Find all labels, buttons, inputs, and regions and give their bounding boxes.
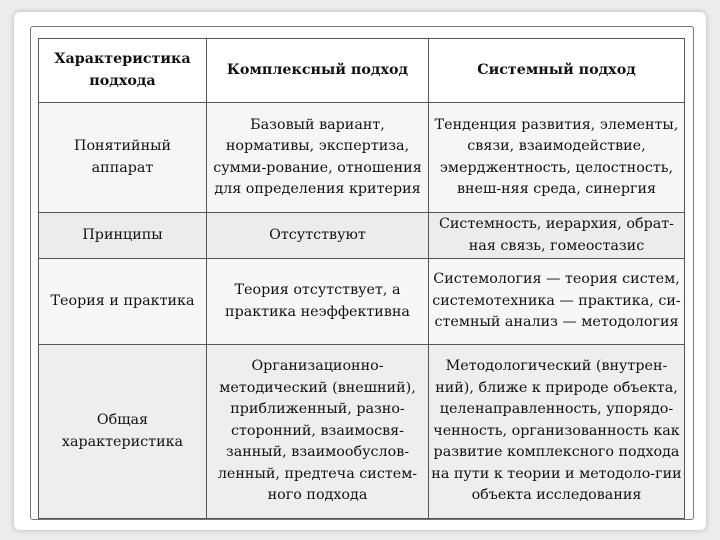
table-row-theory-practice xyxy=(39,259,685,345)
comparison-table xyxy=(38,38,685,519)
header-characteristic: Характеристика подхода xyxy=(39,39,207,103)
table-row-principles xyxy=(39,213,685,259)
row-label-principles: Принципы xyxy=(39,213,207,259)
row-label-theory-practice: Теория и практика xyxy=(39,259,207,345)
table-row-general xyxy=(39,345,685,519)
header-system-approach: Системный подход xyxy=(429,39,685,103)
cell-system-theory-practice: Системология — теория систем, системотехника — практика, си-стемный анализ — методология xyxy=(429,259,685,345)
cell-complex-principles: Отсутствуют xyxy=(207,213,429,259)
cell-system-general: Методологический (внутрен-ний), ближе к природе объекта, целенаправленность, упорядо-ченность, организованность как развитие комплексного подхода на пути к теории и методоло-гии объекта исследования xyxy=(429,345,685,519)
cell-system-concepts: Тенденция развития, элементы, связи, взаимодействие, эмерджентность, целостность, внеш-няя среда, синергия xyxy=(429,103,685,213)
row-label-concepts: Понятийный аппарат xyxy=(39,103,207,213)
table-header-row xyxy=(39,39,685,103)
cell-complex-general: Организационно-методический (внешний), приближенный, разно-сторонний, взаимосвя-занный, взаимообуслов-ленный, предтеча систем-ного подхода xyxy=(207,345,429,519)
row-label-general: Общая характеристика xyxy=(39,345,207,519)
cell-complex-theory-practice: Теория отсутствует, а практика неэффективна xyxy=(207,259,429,345)
cell-complex-concepts: Базовый вариант, нормативы, экспертиза, сумми-рование, отношения для определения критерия xyxy=(207,103,429,213)
cell-system-principles: Системность, иерархия, обрат-ная связь, гомеостазис xyxy=(429,213,685,259)
table-row-concepts xyxy=(39,103,685,213)
header-complex-approach: Комплексный подход xyxy=(207,39,429,103)
